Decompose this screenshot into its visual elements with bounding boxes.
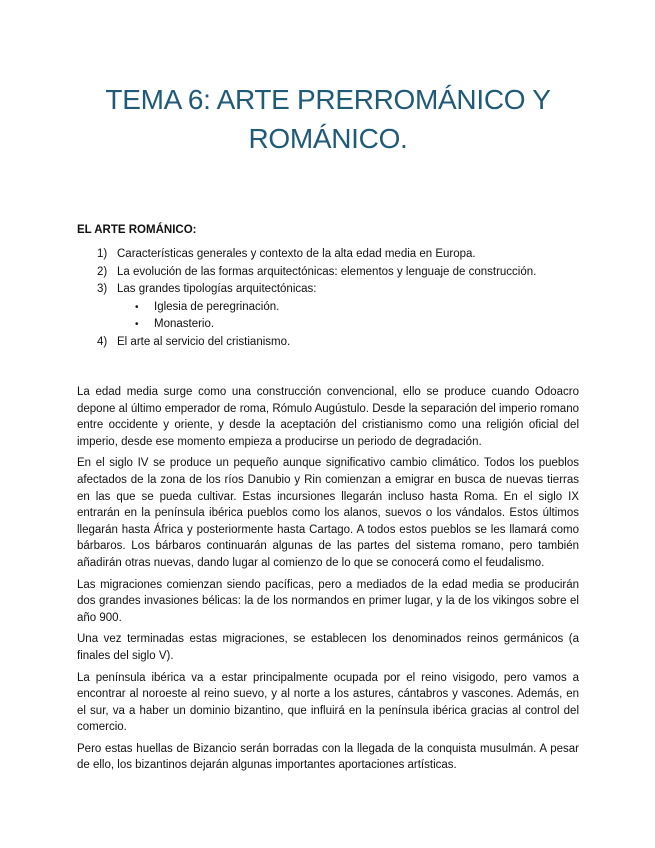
outline-subitem [117, 316, 579, 334]
outline-item [77, 264, 579, 282]
outline-subitem-text: Iglesia de peregrinación. [154, 300, 280, 313]
paragraph: La edad media surge como una construcción convencional, ello se produce cuando Odoacro depone al último emperador de roma, Rómulo Augústulo. Desde la separación del imperio romano entre occidente y oriente, y desde la aceptación del cristianismo como una religión oficial del imperio, desde ese momento empieza a producirse un periodo de degradación. [77, 386, 579, 448]
topic-outline [77, 246, 579, 351]
section-heading: EL ARTE ROMÁNICO: [77, 224, 197, 236]
outline-text: Características generales y contexto de la alta edad media en Europa. [117, 248, 476, 260]
outline-item [77, 334, 579, 352]
body-text [77, 384, 579, 774]
bullet-icon: • [135, 319, 139, 330]
outline-number: 1) [97, 248, 108, 260]
outline-number: 4) [97, 335, 108, 348]
paragraph: Una vez terminadas estas migraciones, se establecen los denominados reinos germánicos (a finales del siglo V). [77, 633, 579, 662]
outline-number: 2) [97, 265, 108, 278]
paragraph: En el siglo IV se produce un pequeño aunque significativo cambio climático. Todos los pueblos afectados de la zona de los ríos Danubio y Rin comienzan a emigrar en busca de nuevas tierras en las que se pueda cultivar. Estas incursiones llegarán incluso hasta Roma. En el siglo IX entrarán en la península ibérica pueblos como los alanos, suevos o los vándalos. Estos últimos llegarán hasta África y posteriormente hasta Cartago. A todos estos pueblos se les llamará como bárbaros. Los bárbaros continuarán algunas de las partes del sistema romano, pero también añadirán otras nuevas, dando lugar al comienzo de lo que se conocerá como el feudalismo. [77, 457, 579, 569]
outline-text: El arte al servicio del cristianismo. [117, 335, 291, 348]
outline-item [77, 281, 579, 334]
paragraph: Las migraciones comienzan siendo pacíficas, pero a mediados de la edad media se producirán dos grandes invasiones bélicas: la de los normandos en primer lugar, y la de los vikingos sobre el año 900. [77, 578, 579, 624]
outline-sublist [117, 299, 579, 334]
outline-subitem [117, 299, 579, 317]
outline-text: La evolución de las formas arquitectónicas: elementos y lenguaje de construcción. [117, 265, 537, 278]
outline-item [77, 246, 579, 264]
title-line-2: ROMÁNICO. [248, 123, 408, 154]
page-title [77, 0, 579, 158]
bullet-icon: • [135, 301, 139, 313]
title-line-1: TEMA 6: ARTE PRERROMÁNICO Y [105, 84, 551, 115]
outline-subitem-text: Monasterio. [154, 318, 215, 330]
outline-number: 3) [97, 283, 108, 295]
outline-text: Las grandes tipologías arquitectónicas: [117, 283, 317, 295]
paragraph: La península ibérica va a estar principalmente ocupada por el reino visigodo, pero vamos a encontrar al noroeste al reino suevo, y al norte a los astures, cántabros y vascones. Además, en el sur, va a haber un dominio bizantino, que influirá en la península ibérica gracias al control del comercio. [77, 671, 579, 734]
paragraph: Pero estas huellas de Bizancio serán borradas con la llegada de la conquista musulmán. A pesar de ello, los bizantinos dejarán algunas importantes aportaciones artísticas. [77, 742, 579, 772]
